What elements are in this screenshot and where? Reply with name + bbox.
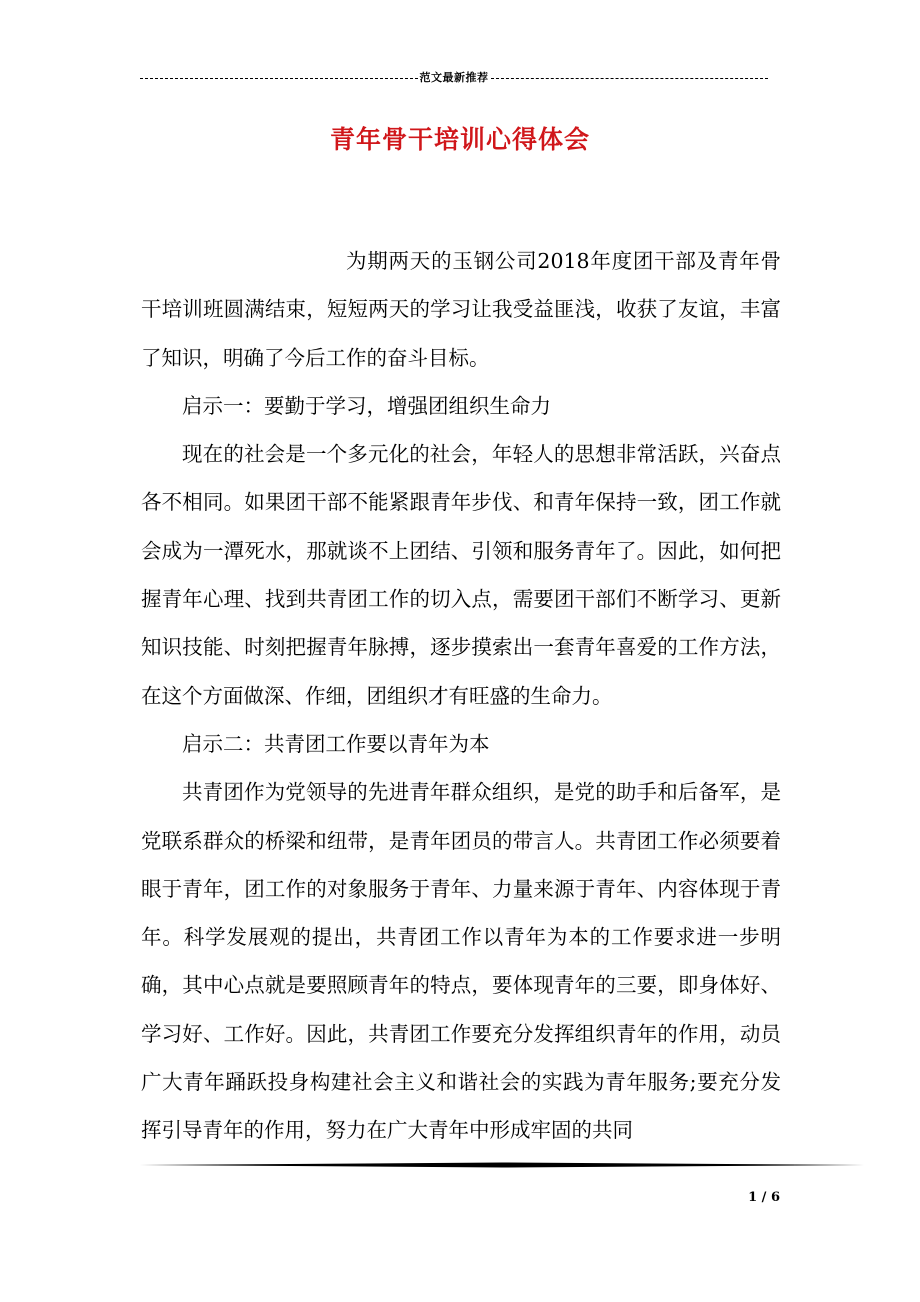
footer-rule [140,1162,864,1168]
paragraph-body-2: 共青团作为党领导的先进青年群众组织，是党的助手和后备军，是党联系群众的桥梁和纽带，是青年团员的带言人。共青团工作必须要着眼于青年，团工作的对象服务于青年、力量来源于青年、内容体现于青年。科学发展观的提出，共青团工作以青年为本的工作要求进一步明确，其中心点就是要照顾青年的特点，要体现青年的三要，即身体好、学习好、工作好。因此，共青团工作要充分发挥组织青年的作用，动员广大青年踊跃投身构建社会主义和谐社会的实践为青年服务;要充分发挥引导青年的作用，努力在广大青年中形成牢固的共同 [141,780,781,1143]
paragraph-heading-1: 启示一：要勤于学习，增强团组织生命力 [182,393,551,418]
document-title: 青年骨干培训心得体会 [329,125,590,154]
document-body [141,237,781,1155]
page-number: 1 / 6 [748,1190,780,1205]
paragraph-heading-2: 启示二：共青团工作要以青年为本 [182,731,490,756]
paragraph-body-1: 现在的社会是一个多元化的社会，年轻人的思想非常活跃，兴奋点各不相同。如果团干部不能紧跟青年步伐、和青年保持一致，团工作就会成为一潭死水，那就谈不上团结、引领和服务青年了。因此，如何把握青年心理、找到共青团工作的切入点，需要团干部们不断学习、更新知识技能、时刻把握青年脉搏，逐步摸索出一套青年喜爱的工作方法，在这个方面做深、作细，团组织才有旺盛的生命力。 [141,442,781,708]
page-header [140,68,768,86]
header-dash-right [491,78,769,79]
paragraph-intro: 为期两天的玉钢公司2018年度团干部及青年骨干培训班圆满结束，短短两天的学习让我受益匪浅，收获了友谊，丰富了知识，明确了今后工作的奋斗目标。 [141,249,781,370]
header-dash-left [140,78,418,79]
footer-rule-graphic [140,1162,864,1168]
header-label: 范文最新推荐 [419,71,489,84]
